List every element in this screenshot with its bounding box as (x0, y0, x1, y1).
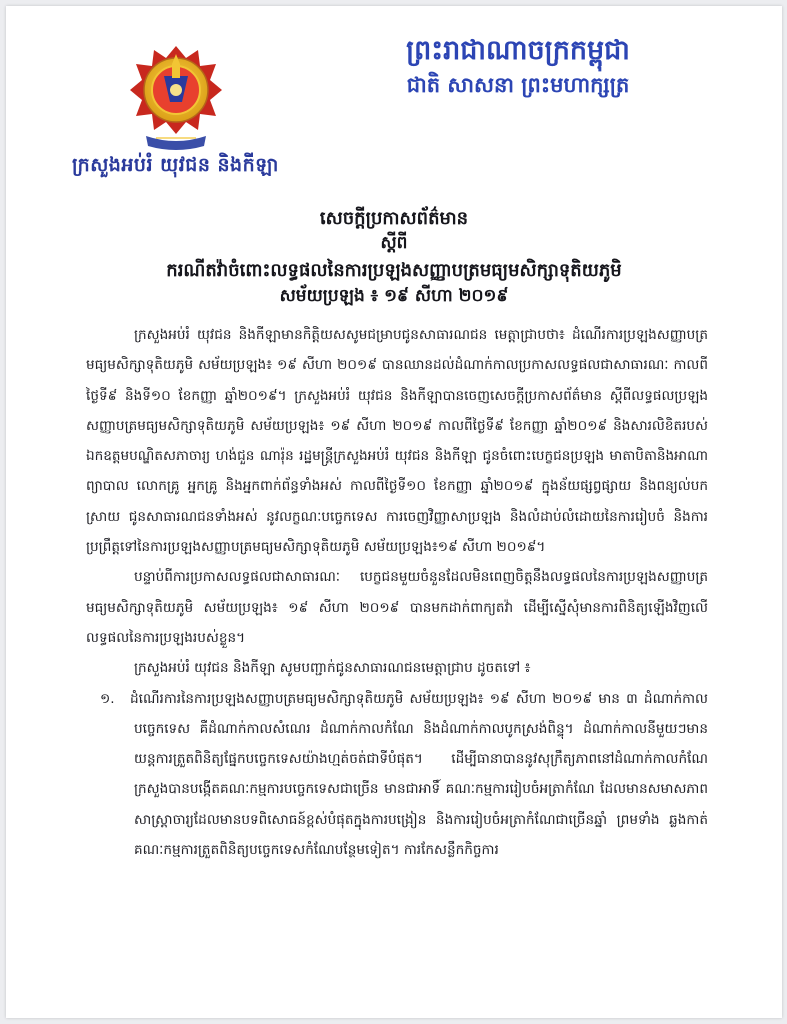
doc-title: សេចក្ដីប្រកាសព័ត៌មាន (319, 208, 469, 229)
doc-title-about: ស្ដីពី (380, 233, 408, 253)
ministry-name: ក្រសួងអប់រំ យុវជន និងកីឡា (72, 154, 279, 176)
paragraph-2: បន្ទាប់ពីការប្រកាសលទ្ធផលជាសាធារណៈ បេក្ខជនមួយចំនួនដែលមិនពេញចិត្តនឹងលទ្ធផលនៃការប្រឡងសញ្ញាបត្រមធ្យមសិក្សាទុតិយភូមិ សម័យប្រឡង៖ ១៩ សីហា ២០១៩ បានមកដាក់ពាក្យតវ៉ា ដើម្បីស្នើសុំមានការពិនិត្យឡើងវិញលើលទ្ធផលនៃការប្រឡងរបស់ខ្លួន។ (86, 569, 708, 646)
kingdom-header: ព្រះរាជាណាចក្រកម្ពុជា (406, 35, 630, 66)
list-item-text: ដំណើរការនៃការប្រឡងសញ្ញាបត្រមធ្យមសិក្សាទុតិយភូមិ សម័យប្រឡង៖ ១៩ សីហា ២០១៩ មាន ៣ ដំណាក់កាលបច្ចេកទេស គឺដំណាក់កាលសំណេរ ដំណាក់កាលកំណែ និងដំណាក់កាលបូកស្រង់ពិន្ទុ។ ដំណាក់កាលនីមួយៗមានយន្តការត្រួតពិនិត្យផ្នែកបច្ចេកទេសយ៉ាងហ្មត់ចត់ជាទីបំផុត។ ដើម្បីធានាបាននូវសុក្រឹត្យភាពនៅដំណាក់កាលកំណែ ក្រសួងបានបង្កើតគណៈកម្មការបច្ចេកទេសជាច្រើន មានជាអាទិ៍ គណៈកម្មការរៀបចំអត្រាកំណែ ដែលមានសមាសភាពសាស្ត្រាចារ្យដែលមានបទពិសោធន៍ខ្ពស់បំផុតក្នុងការបង្រៀន និងការរៀបចំអត្រាកំណែជាច្រើនឆ្នាំ ព្រមទាំង ឆ្លងកាត់គណៈកម្មការត្រួតពិនិត្យបច្ចេកទេសកំណែបន្ថែមទៀត។ ការកែសន្លឹកកិច្ចការ (130, 690, 708, 859)
doc-session-date: សម័យប្រឡង ៖ ១៩ សីហា ២០១៩ (279, 286, 509, 306)
paragraph-1: ក្រសួងអប់រំ យុវជន និងកីឡាមានកិត្តិយសសូមជម្រាបជូនសាធារណជន មេត្តាជ្រាបថា៖ ដំណើរការប្រឡងសញ្ញាបត្រមធ្យមសិក្សាទុតិយភូមិ សម័យប្រឡង៖ ១៩ សីហា ២០១៩ បានឈានដល់ដំណាក់កាលប្រកាសលទ្ធផលជាសាធារណៈ កាលពីថ្ងៃទី៩ និងទី១០ ខែកញ្ញា ឆ្នាំ២០១៩។ ក្រសួងអប់រំ យុវជន និងកីឡាបានចេញសេចក្ដីប្រកាសព័ត៌មាន ស្ដីពីលទ្ធផលប្រឡងសញ្ញាបត្រមធ្យមសិក្សាទុតិយភូមិ សម័យប្រឡង៖ ១៩ សីហា ២០១៩ កាលពីថ្ងៃទី៩ ខែកញ្ញា ឆ្នាំ២០១៩ និងសារលិខិតរបស់ឯកឧត្តមបណ្ឌិតសភាចារ្យ ហង់ជួន ណារ៉ុន រដ្ឋមន្ត្រីក្រសួងអប់រំ យុវជន និងកីឡា ជូនចំពោះបេក្ខជនប្រឡង មាតាបិតានិងអាណាព្យាបាល លោកគ្រូ អ្នកគ្រូ និងអ្នកពាក់ព័ន្ធទាំងអស់ កាលពីថ្ងៃទី១០ ខែកញ្ញា ឆ្នាំ២០១៩ ក្នុងន័យផ្សព្វផ្សាយ និងពន្យល់បកស្រាយ ជូនសាធារណជនទាំងអស់ នូវលក្ខណៈបច្ចេកទេស ការចេញវិញ្ញាសាប្រឡង និងលំដាប់លំដោយនៃការរៀបចំ និងការប្រព្រឹត្តទៅនៃការប្រឡងសញ្ញាបត្រមធ្យមសិក្សាទុតិយភូមិ សម័យប្រឡង៖១៩ សីហា ២០១៩។ (86, 327, 708, 556)
paragraph-3: ក្រសួងអប់រំ យុវជន និងកីឡា សូមបញ្ជាក់ជូនសាធារណជនមេត្តាជ្រាប ដូចតទៅ ៖ (134, 660, 531, 677)
list-item (86, 684, 708, 866)
national-motto: ជាតិ សាសនា ព្រះមហាក្សត្រ (406, 73, 630, 97)
list-item-number: ១. (100, 690, 115, 707)
document-body (86, 320, 708, 865)
doc-subject: ករណីតវ៉ាចំពោះលទ្ធផលនៃការប្រឡងសញ្ញាបត្រមធ្យមសិក្សាទុតិយភូមិ (166, 260, 622, 281)
document-page (6, 6, 782, 1018)
